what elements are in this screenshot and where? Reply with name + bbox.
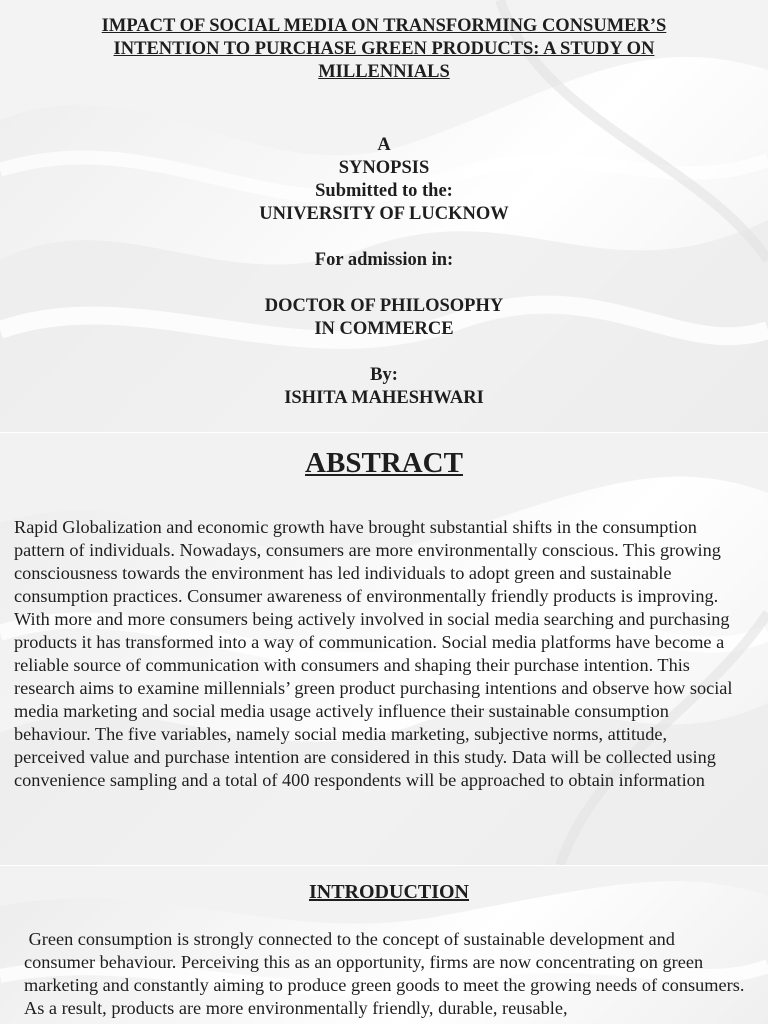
line-synopsis: SYNOPSIS: [338, 158, 430, 178]
line-degree-2: IN COMMERCE: [314, 319, 454, 339]
introduction-heading: INTRODUCTION: [308, 881, 470, 903]
abstract-body: Rapid Globalization and economic growth have brought substantial shifts in the consumption pattern of individuals. Nowadays, consumers are more environmentally conscious. This growing consciousness towards the environment has led individuals to adopt green and sustainable consumption practices. Consumer awareness of environmentally friendly products is improving. With more and more consumers being actively involved in social media searching and purchasing products it has transformed into a way of communication. Social media platforms have become a reliable source of communication with consumers and shaping their purchase intention. This research aims to examine millennials’ green product purchasing intentions and observe how social media marketing and social media usage actively influence their sustainable consumption behaviour. The five variables, namely social media marketing, subjective norms, attitude, perceived value and purchase intention are considered in this study. Data will be collected using convenience sampling and a total of 400 respondents will be approached to obtain information: [14, 517, 733, 790]
line-submitted: Submitted to the:: [315, 181, 453, 201]
line-by: By:: [370, 365, 398, 385]
abstract-heading: ABSTRACT: [305, 447, 463, 479]
thesis-title: IMPACT OF SOCIAL MEDIA ON TRANSFORMING CONSUMER’S INTENTION TO PURCHASE GREEN PRODUCTS: A STUDY ON MILLENNIALS: [101, 16, 667, 82]
line-degree-1: DOCTOR OF PHILOSOPHY: [264, 296, 504, 316]
submission-block: [0, 134, 768, 410]
line-a: A: [377, 135, 391, 155]
title-slide: [0, 0, 768, 432]
line-admission: For admission in:: [314, 250, 454, 270]
line-author: ISHITA MAHESHWARI: [284, 388, 484, 408]
line-university: UNIVERSITY OF LUCKNOW: [259, 204, 509, 224]
introduction-body: Green consumption is strongly connected to the concept of sustainable development and consumer behaviour. Perceiving this as an opportunity, firms are now concentrating on green marketing and constantly aiming to produce green goods to meet the growing needs of consumers. As a result, products are more environmentally friendly, durable, reusable,: [24, 929, 748, 1018]
introduction-slide: [0, 866, 768, 1024]
abstract-slide: [0, 433, 768, 865]
